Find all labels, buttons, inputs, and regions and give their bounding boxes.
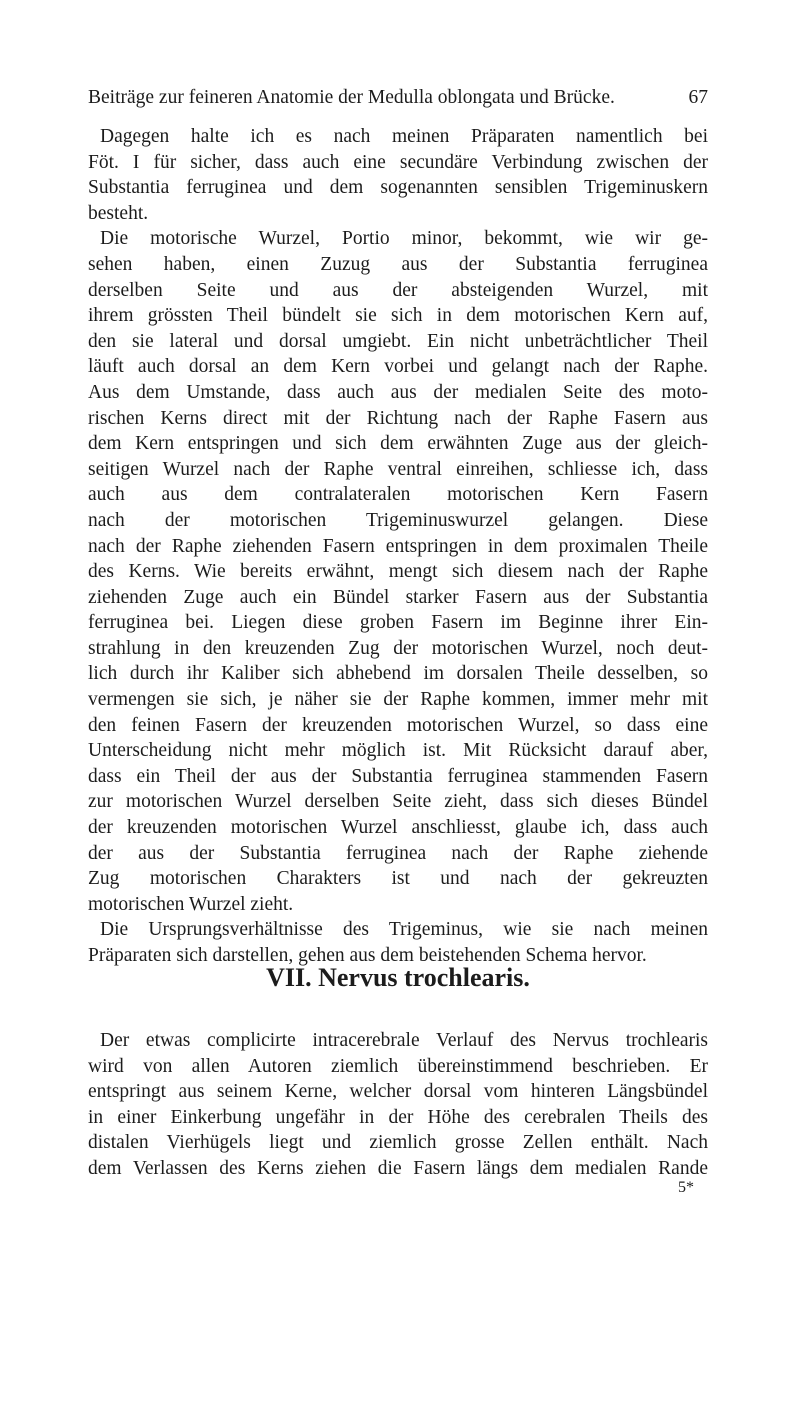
- signature-mark: 5*: [678, 1179, 694, 1196]
- text-line: ihrem grössten Theil bündelt sie sich in dem motorischen Kern auf,: [88, 305, 708, 327]
- text-line: dem Kern entspringen und sich dem erwähnten Zuge aus der gleich-: [88, 433, 708, 455]
- text-line: Aus dem Umstande, dass auch aus der medialen Seite des moto-: [88, 381, 708, 403]
- text-line: lich durch ihr Kaliber sich abhebend im dorsalen Theile desselben, so: [88, 663, 708, 685]
- text-line: seitigen Wurzel nach der Raphe ventral einreihen, schliesse ich, dass: [88, 458, 708, 480]
- text-line: zur motorischen Wurzel derselben Seite zieht, dass sich dieses Bündel: [88, 791, 708, 813]
- text-line: derselben Seite und aus der absteigenden Wurzel, mit: [88, 279, 708, 301]
- text-line: Zug motorischen Charakters ist und nach der gekreuzten: [88, 868, 708, 890]
- page-number: 67: [688, 87, 708, 108]
- text-line: rischen Kerns direct mit der Richtung nach der Raphe Fasern aus: [88, 407, 708, 429]
- text-line: der kreuzenden motorischen Wurzel anschliesst, glaube ich, dass auch: [88, 817, 708, 839]
- text-line: in einer Einkerbung ungefähr in der Höhe des cerebralen Theils des: [88, 1106, 708, 1128]
- text-line: entspringt aus seinem Kerne, welcher dorsal vom hinteren Längsbündel: [88, 1081, 708, 1103]
- text-line: läuft auch dorsal an dem Kern vorbei und gelangt nach der Raphe.: [88, 356, 708, 378]
- text-line: nach der Raphe ziehenden Fasern entspringen in dem proximalen Theile: [88, 535, 708, 557]
- section-trochlearis-text: [88, 1028, 708, 1182]
- text-line: den sie lateral und dorsal umgiebt. Ein nicht unbeträchtlicher Theil: [88, 330, 708, 352]
- text-line: motorischen Wurzel zieht.: [88, 893, 294, 915]
- text-line: den feinen Fasern der kreuzenden motorischen Wurzel, so dass eine: [88, 714, 708, 736]
- text-line: Die Ursprungsverhältnisse des Trigeminus, wie sie nach meinen: [100, 919, 708, 941]
- text-line: nach der motorischen Trigeminuswurzel gelangen. Diese: [88, 509, 708, 531]
- running-head: [88, 86, 708, 110]
- text-line: Der etwas complicirte intracerebrale Verlauf des Nervus trochlearis: [100, 1030, 708, 1051]
- text-line: wird von allen Autoren ziemlich übereinstimmend beschrieben. Er: [88, 1055, 708, 1077]
- text-line: ferruginea bei. Liegen diese groben Fasern im Beginne ihrer Ein-: [88, 612, 708, 634]
- text-line: sehen haben, einen Zuzug aus der Substantia ferruginea: [88, 253, 708, 275]
- text-line: Dagegen halte ich es nach meinen Präparaten namentlich bei: [100, 126, 708, 147]
- text-line: Föt. I für sicher, dass auch eine secundäre Verbindung zwischen der: [88, 151, 708, 173]
- text-line: Präparaten sich darstellen, gehen aus dem beistehenden Schema hervor.: [88, 945, 647, 966]
- text-line: Die motorische Wurzel, Portio minor, bekommt, wie wir ge-: [100, 228, 708, 250]
- running-head-title: Beiträge zur feineren Anatomie der Medulla oblongata und Brücke.: [88, 87, 615, 108]
- section-trigeminus-text: [88, 124, 708, 969]
- text-line: Substantia ferruginea und dem sogenannten sensiblen Trigeminuskern: [88, 177, 708, 199]
- text-line: distalen Vierhügels liegt und ziemlich grosse Zellen enthält. Nach: [88, 1132, 708, 1154]
- text-line: der aus der Substantia ferruginea nach der Raphe ziehende: [88, 842, 708, 864]
- text-line: vermengen sie sich, je näher sie der Raphe kommen, immer mehr mit: [88, 689, 708, 711]
- text-line: Unterscheidung nicht mehr möglich ist. Mit Rücksicht darauf aber,: [88, 740, 708, 762]
- text-line: dass ein Theil der aus der Substantia ferruginea stammenden Fasern: [88, 765, 708, 787]
- text-line: des Kerns. Wie bereits erwähnt, mengt sich diesem nach der Raphe: [88, 561, 708, 583]
- text-line: dem Verlassen des Kerns ziehen die Fasern längs dem medialen Rande: [88, 1157, 708, 1179]
- text-line: strahlung in den kreuzenden Zug der motorischen Wurzel, noch deut-: [88, 637, 708, 659]
- text-line: besteht.: [88, 202, 149, 224]
- text-line: ziehenden Zuge auch ein Bündel starker Fasern aus der Substantia: [88, 586, 708, 608]
- text-line: auch aus dem contralateralen motorischen Kern Fasern: [88, 484, 708, 506]
- section-heading: VII. Nervus trochlearis.: [266, 963, 530, 992]
